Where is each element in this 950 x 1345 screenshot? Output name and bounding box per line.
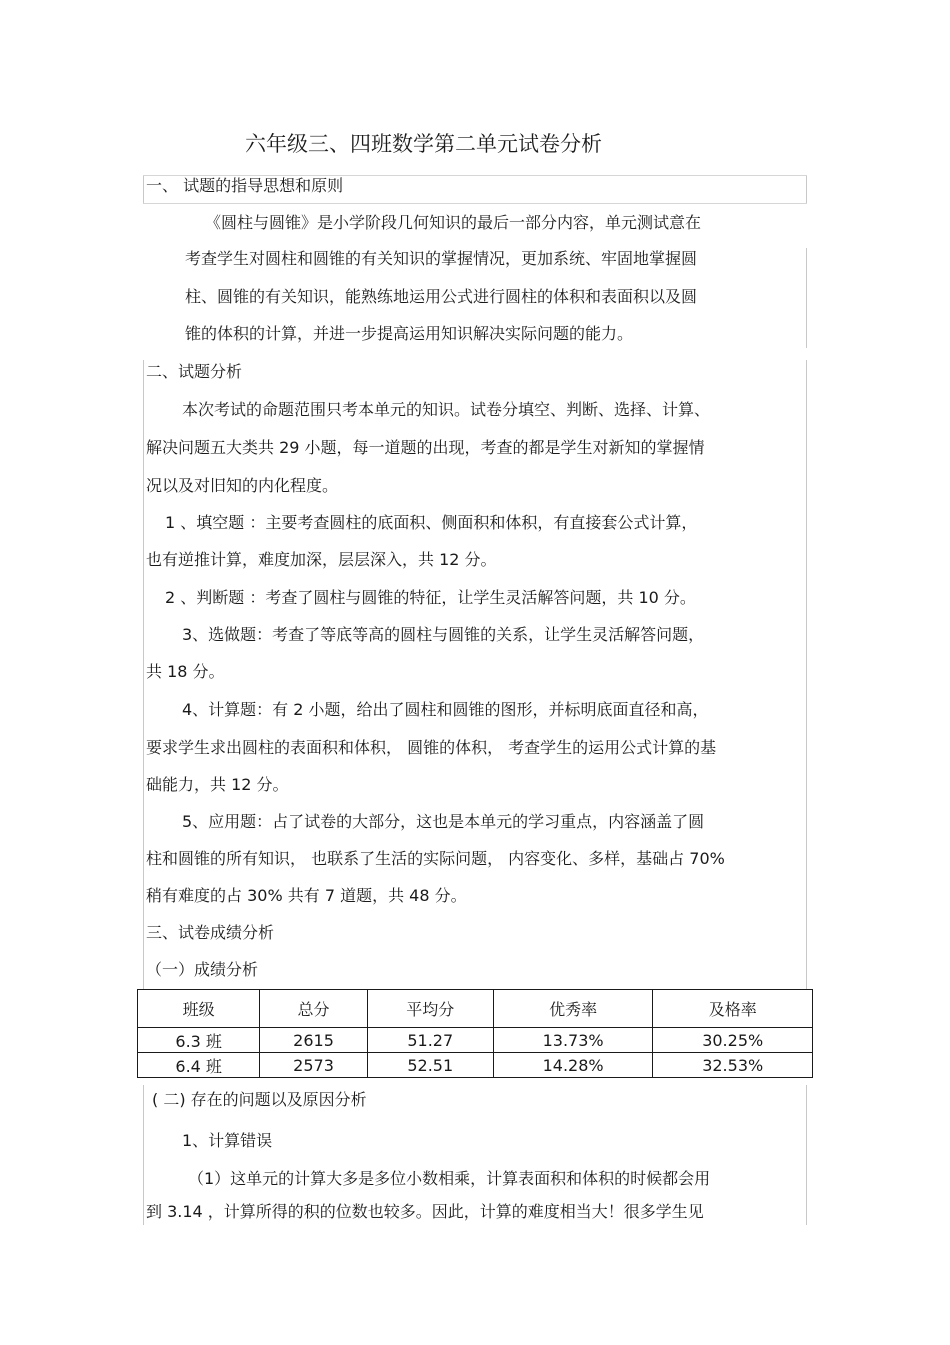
calculation-item: 要求学生求出圆柱的表面积和体积， 圆锥的体积， 考查学生的运用公式计算的基 — [146, 738, 717, 757]
score-analysis-subheading: （一）成绩分析 — [146, 960, 259, 979]
calc-error-heading: 1、计算错误 — [182, 1131, 273, 1150]
frame-line-right-2 — [806, 248, 807, 348]
section1-line: 锥的体积的计算，并进一步提高运用知识解决实际问题的能力。 — [185, 324, 634, 343]
fill-blank-item: 也有逆推计算，难度加深，层层深入，共 12 分。 — [146, 550, 497, 569]
page-title: 六年级三、四班数学第二单元试卷分析 — [245, 132, 602, 156]
header-class: 班级 — [138, 990, 260, 1028]
section2-intro-line: 解决问题五大类共 29 小题，每一道题的出现，考查的都是学生对新知的掌握情 — [146, 438, 705, 457]
section1-line: 考查学生对圆柱和圆锥的有关知识的掌握情况，更加系统、牢固地掌握圆 — [185, 249, 698, 268]
table-row — [138, 1053, 813, 1078]
choice-item: 共 18 分。 — [146, 662, 225, 681]
section1-heading: 一、 试题的指导思想和原则 — [146, 176, 344, 195]
header-average: 平均分 — [367, 990, 493, 1028]
application-item: 柱和圆锥的所有知识， 也联系了生活的实际问题， 内容变化、多样，基础占 70% — [146, 849, 725, 868]
table-cell: 2615 — [260, 1028, 367, 1053]
header-total: 总分 — [260, 990, 367, 1028]
header-pass-rate: 及格率 — [653, 990, 813, 1028]
calculation-item: 4、计算题：有 2 小题，给出了圆柱和圆锥的图形，并标明底面直径和高， — [182, 700, 709, 719]
application-item: 稍有难度的占 30% 共有 7 道题，共 48 分。 — [146, 886, 467, 905]
table-cell: 14.28% — [493, 1053, 653, 1078]
calculation-item: 础能力，共 12 分。 — [146, 775, 289, 794]
section2-heading: 二、试题分析 — [146, 362, 243, 381]
frame-line-left-2 — [143, 360, 144, 990]
table-cell: 52.51 — [367, 1053, 493, 1078]
table-cell: 51.27 — [367, 1028, 493, 1053]
frame-line-left-3 — [143, 1085, 144, 1225]
table-cell: 30.25% — [653, 1028, 813, 1053]
frame-line-left — [143, 175, 144, 203]
calc-error-line: （1）这单元的计算大多是多位小数相乘，计算表面积和体积的时候都会用 — [188, 1169, 711, 1188]
fill-blank-item: 1 、填空题 ：主要考查圆柱的底面积、侧面积和体积，有直接套公式计算， — [165, 513, 698, 532]
section1-line: 柱、圆锥的有关知识，能熟练地运用公式进行圆柱的体积和表面积以及圆 — [185, 287, 698, 306]
frame-line-right-3 — [806, 360, 807, 990]
choice-item: 3、选做题：考查了等底等高的圆柱与圆锥的关系，让学生灵活解答问题， — [182, 625, 705, 644]
section3-heading: 三、试卷成绩分析 — [146, 923, 275, 942]
application-item: 5、应用题：占了试卷的大部分，这也是本单元的学习重点，内容涵盖了圆 — [182, 812, 705, 831]
table-cell: 32.53% — [653, 1053, 813, 1078]
problems-subheading: ( 二) 存在的问题以及原因分析 — [152, 1090, 367, 1109]
table-header-row — [138, 990, 813, 1028]
frame-line-right — [806, 175, 807, 203]
table-cell: 6.4 班 — [138, 1053, 260, 1078]
section1-line: 《圆柱与圆锥》是小学阶段几何知识的最后一部分内容，单元测试意在 — [205, 213, 702, 232]
calc-error-line: 到 3.14 ，计算所得的积的位数也较多。因此，计算的难度相当大！很多学生见 — [146, 1202, 704, 1221]
true-false-item: 2 、判断题 ：考查了圆柱与圆锥的特征，让学生灵活解答问题，共 10 分。 — [165, 588, 696, 607]
table-cell: 13.73% — [493, 1028, 653, 1053]
table-cell: 6.3 班 — [138, 1028, 260, 1053]
section2-intro-line: 况以及对旧知的内化程度。 — [146, 476, 339, 495]
frame-line-right-4 — [806, 1085, 807, 1225]
table-row — [138, 1028, 813, 1053]
header-excellent-rate: 优秀率 — [493, 990, 653, 1028]
score-table — [137, 989, 813, 1078]
frame-line-sec1-bottom — [143, 203, 807, 204]
table-cell: 2573 — [260, 1053, 367, 1078]
section2-intro-line: 本次考试的命题范围只考本单元的知识。试卷分填空、判断、选择、计算、 — [182, 400, 711, 419]
